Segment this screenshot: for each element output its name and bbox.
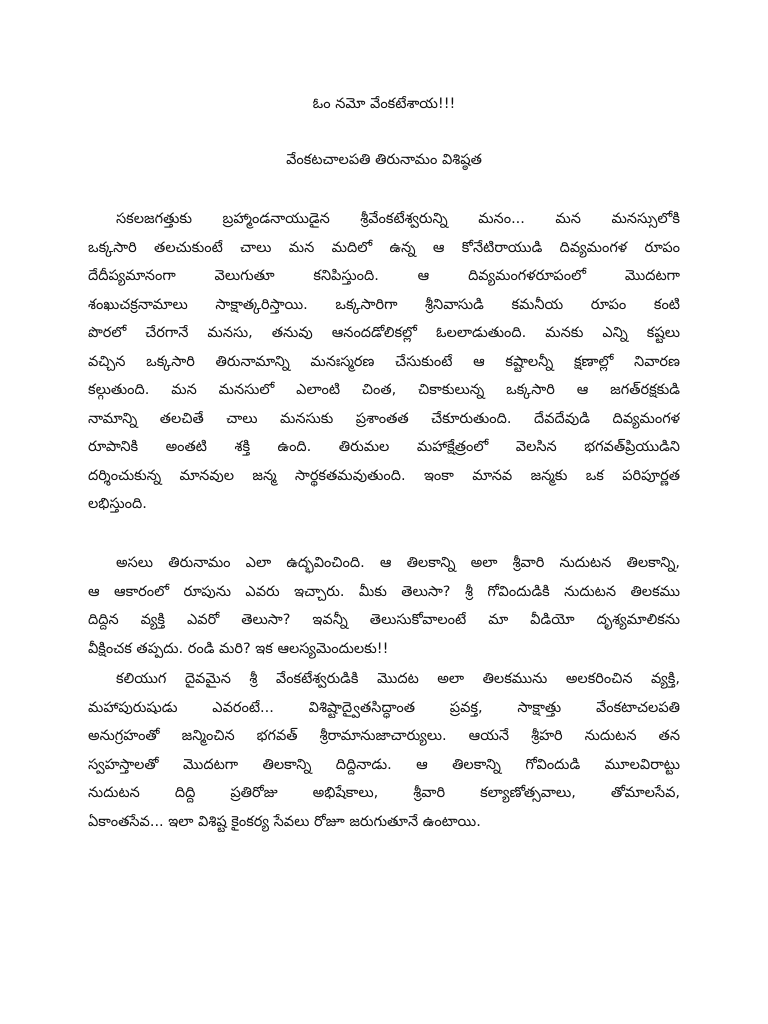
paragraph-1: [88, 205, 680, 519]
paragraph-line: దిద్దిన వ్యక్తి ఎవరో తెలుసా? ఇవన్నీ తెలుసుకోవాలంటే మా వీడియో దృశ్యమాలికను: [88, 612, 680, 628]
paragraph-line: శంఖుచక్రనామాలు సాక్షాత్కరిస్తాయి. ఒక్కసారిగా శ్రీనివాసుడి కమనీయ రూపం కంటి: [88, 296, 680, 313]
paragraph-line: కలియుగ దైవమైన శ్రీ వేంకటేశ్వరుడికి మొదట అలా తిలకమును అలకరించిన వ్యక్తి,: [116, 671, 680, 687]
document-title: ఓం నమో వేంకటేశాయ!!!: [312, 96, 456, 112]
paragraph-line: పొరలో చేరగానే మనసు, తనువు ఆనందడోలికల్లో ఓలలాడుతుంది. మనకు ఎన్ని కష్టలు: [88, 325, 680, 341]
paragraph-line: నుదుటన దిద్ది ప్రతిరోజు అభిషేకాలు, శ్రీవారి కల్యాణోత్సవాలు, తోమాలసేవ,: [88, 785, 680, 801]
paragraph-line: ఒక్కసారి తలచుకుంటే చాలు మన మదిలో ఉన్న ఆ కోనేటిరాయుడి దివ్యమంగళ రూపం: [88, 239, 680, 256]
paragraph-line: దర్శించుకున్న మానవుల జన్మ సార్థకతమవుతుంది. ఇంకా మానవ జన్మకు ఒక పరిపూర్ణత: [88, 467, 680, 484]
paragraph-line: స్వహస్తాలతో మొదటగా తిలకాన్ని దిద్దినాడు. ఆ తిలకాన్ని గోవిందుడి మూలవిరాట్టు: [88, 756, 680, 773]
paragraph-line: ఏకాంతసేవ... ఇలా విశిష్ట కైంకర్య సేవలు రోజూ జరుగుతూనే ఉంటాయి.: [88, 813, 481, 830]
paragraph-3: [88, 665, 680, 836]
document-subtitle: వేంకటచాలపతి తిరునామం విశిష్ఠత: [286, 152, 482, 168]
paragraph-line: సకలజగత్తుకు బ్రహ్మాండనాయుడైన శ్రీవేంకటేశ్వరున్ని మనం... మన మనస్సులోకి: [116, 211, 680, 227]
paragraph-line: మహాపురుషుడు ఎవరంటే... విశిష్టాద్వైతసిద్ధాంత ప్రవక్త, సాక్షాత్తు వేంకటాచలపతి: [88, 699, 680, 716]
paragraph-line: నామాన్ని తలచితే చాలు మనసుకు ప్రశాంతత చేకూరుతుంది. దేవదేవుడి దివ్యమంగళ: [88, 410, 680, 427]
paragraph-line: అసలు తిరునామం ఎలా ఉద్భవించింది. ఆ తిలకాన్ని అలా శ్రీవారి నుదుటన తిలకాన్ని,: [116, 555, 680, 571]
paragraph-line: ఆ ఆకారంలో రూపును ఎవరు ఇచ్చారు. మీకు తెలుసా? శ్రీ గోవిందుడికి నుదుటన తిలకము: [88, 583, 680, 600]
paragraph-line: వచ్చిన ఒక్కసారి తిరునామాన్ని మనఃస్మరణ చేసుకుంటే ఆ కష్టాలన్నీ క్షణాల్లో నివారణ: [88, 353, 680, 370]
paragraph-line: దేదీప్యమానంగా వెలుగుతూ కనిపిస్తుంది. ఆ దివ్యమంగళరూపంలో మొదటగా: [88, 268, 680, 284]
paragraph-line: లభిస్తుంది.: [88, 496, 147, 512]
paragraph-line: కల్గుతుంది. మన మనసులో ఎలాంటి చింత, చికాకులున్న ఒక్కసారి ఆ జగత్‌రక్షకుడి: [88, 382, 680, 398]
paragraph-2: [88, 549, 680, 663]
paragraph-line: రూపానికి అంతటి శక్తి ఉంది. తిరుమల మహాక్షేత్రంలో వెలసిన భగవత్‌ప్రియుడిని: [88, 439, 680, 455]
paragraph-line: వీక్షించక తప్పదు. రండి మరి? ఇక ఆలస్యమెందులకు!!: [88, 640, 389, 657]
paragraph-line: అనుగ్రహంతో జన్మించిన భగవత్ శ్రీరామానుజాచార్యులు. ఆయనే శ్రీహరి నుదుటన తన: [88, 728, 680, 744]
